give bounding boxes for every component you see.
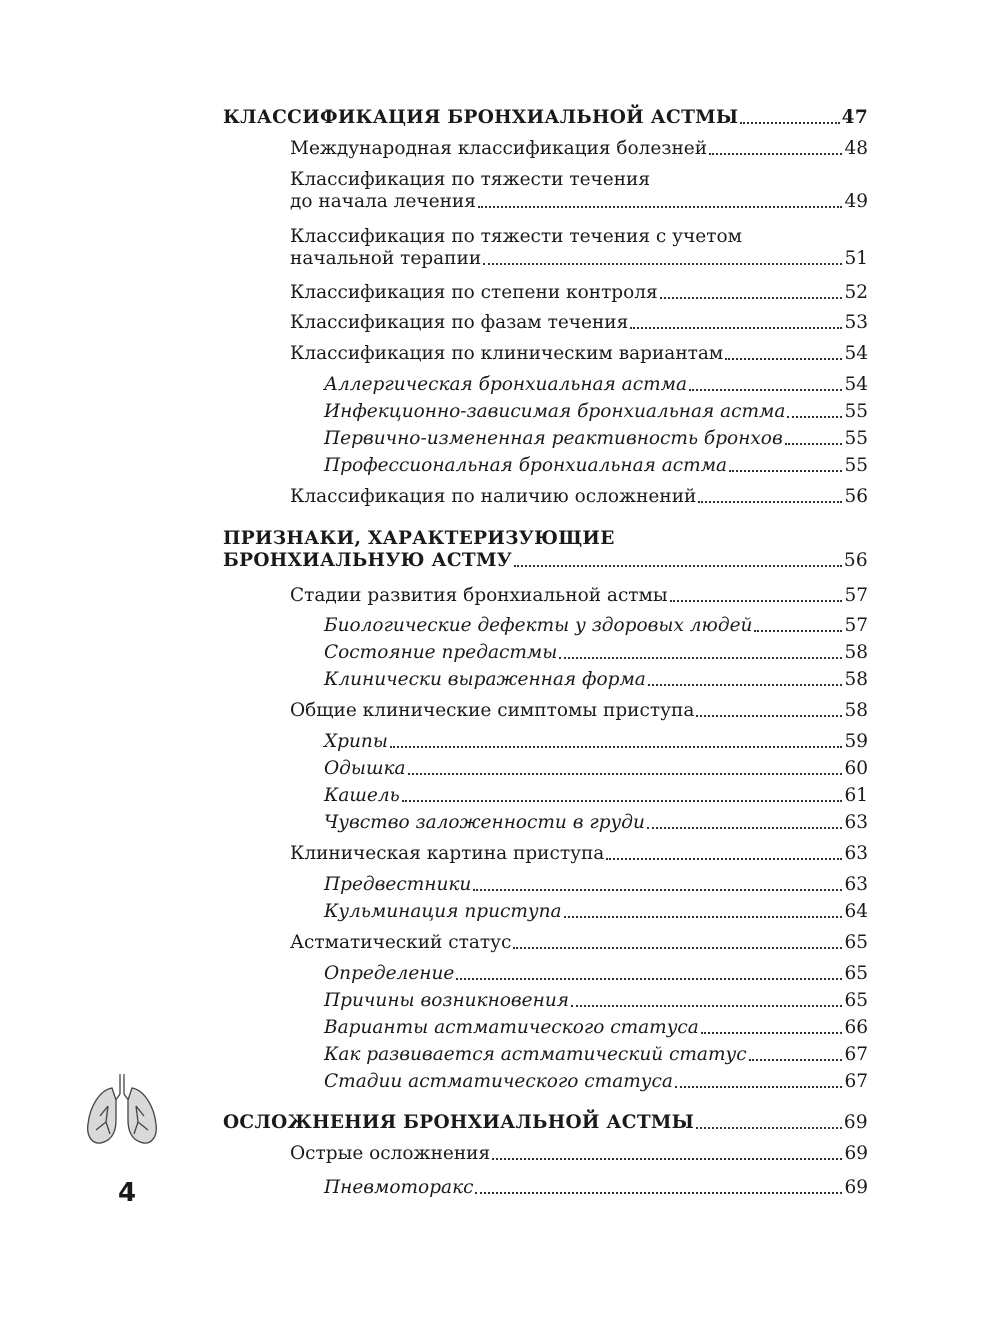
dot-leader bbox=[670, 600, 843, 602]
page-ref: 54 bbox=[844, 343, 868, 364]
toc-entry[interactable]: Общие клинические симптомы приступа 58 bbox=[290, 700, 868, 721]
dot-leader bbox=[725, 358, 842, 360]
toc-entry[interactable]: Классификация по тяжести течения до начала лечения 49 bbox=[290, 169, 868, 212]
dot-leader bbox=[559, 657, 842, 659]
page-ref: 58 bbox=[844, 669, 868, 690]
page-ref: 47 bbox=[841, 107, 868, 128]
page-ref: 49 bbox=[844, 191, 868, 212]
page-ref: 59 bbox=[844, 731, 868, 752]
page-ref: 53 bbox=[844, 312, 868, 333]
toc-subentry[interactable]: Определение 65 bbox=[324, 963, 868, 984]
page-ref: 65 bbox=[844, 932, 868, 953]
toc-subentry[interactable]: Чувство заложенности в груди 63 bbox=[324, 812, 868, 833]
toc-subentry[interactable]: Пневмоторакс 69 bbox=[324, 1177, 868, 1198]
dot-leader bbox=[606, 858, 842, 860]
toc-entry[interactable]: Астматический статус 65 bbox=[290, 932, 868, 953]
toc-subentry[interactable]: Инфекционно-зависимая бронхиальная астма 55 bbox=[324, 401, 868, 422]
page-ref: 63 bbox=[844, 843, 868, 864]
page-ref: 65 bbox=[844, 963, 868, 984]
toc-subentry[interactable]: Стадии астматического статуса 67 bbox=[324, 1071, 868, 1092]
toc-subentry[interactable]: Предвестники 63 bbox=[324, 874, 868, 895]
toc-subentry[interactable]: Варианты астматического статуса 66 bbox=[324, 1017, 868, 1038]
page-ref: 63 bbox=[844, 874, 868, 895]
dot-leader bbox=[754, 630, 842, 632]
lungs-icon bbox=[82, 1072, 162, 1150]
dot-leader bbox=[390, 746, 843, 748]
dot-leader bbox=[696, 1127, 842, 1129]
page-ref: 60 bbox=[844, 758, 868, 779]
page-ref: 58 bbox=[844, 700, 868, 721]
toc-subentry[interactable]: Профессиональная бронхиальная астма 55 bbox=[324, 455, 868, 476]
dot-leader bbox=[571, 1005, 842, 1007]
page-ref: 67 bbox=[844, 1071, 868, 1092]
dot-leader bbox=[709, 153, 842, 155]
page-number: 4 bbox=[118, 1178, 137, 1208]
toc-section-heading[interactable]: КЛАССИФИКАЦИЯ БРОНХИАЛЬНОЙ АСТМЫ 47 bbox=[223, 107, 868, 128]
dot-leader bbox=[402, 800, 843, 802]
page-ref: 55 bbox=[844, 428, 868, 449]
toc-entry[interactable]: Острые осложнения 69 bbox=[290, 1143, 868, 1164]
dot-leader bbox=[696, 715, 842, 717]
toc-entry[interactable]: Классификация по тяжести течения с учетом начальной терапии 51 bbox=[290, 226, 868, 269]
page-ref: 63 bbox=[844, 812, 868, 833]
page-ref: 55 bbox=[844, 401, 868, 422]
page-ref: 69 bbox=[844, 1177, 868, 1198]
toc-entry[interactable]: Стадии развития бронхиальной астмы 57 bbox=[290, 585, 868, 606]
page-ref: 56 bbox=[843, 550, 868, 571]
dot-leader bbox=[473, 889, 842, 891]
page-ref: 54 bbox=[844, 374, 868, 395]
dot-leader bbox=[408, 773, 843, 775]
page-ref: 56 bbox=[844, 486, 868, 507]
dot-leader bbox=[564, 916, 843, 918]
page-ref: 48 bbox=[844, 138, 868, 159]
dot-leader bbox=[647, 827, 843, 829]
page-ref: 64 bbox=[844, 901, 868, 922]
toc-subentry[interactable]: Состояние предастмы 58 bbox=[324, 642, 868, 663]
toc-entry[interactable]: Международная классификация болезней 48 bbox=[290, 138, 868, 159]
toc-subentry[interactable]: Биологические дефекты у здоровых людей 57 bbox=[324, 615, 868, 636]
toc-subentry[interactable]: Первично-измененная реактивность бронхов 55 bbox=[324, 428, 868, 449]
toc-entry[interactable]: Классификация по фазам течения 53 bbox=[290, 312, 868, 333]
dot-leader bbox=[787, 416, 842, 418]
toc-subentry[interactable]: Хрипы 59 bbox=[324, 731, 868, 752]
toc-subentry[interactable]: Кашель 61 bbox=[324, 785, 868, 806]
toc-subentry[interactable]: Аллергическая бронхиальная астма 54 bbox=[324, 374, 868, 395]
dot-leader bbox=[456, 978, 842, 980]
page-ref: 57 bbox=[844, 585, 868, 606]
toc-entry[interactable]: Классификация по степени контроля 52 bbox=[290, 282, 868, 303]
dot-leader bbox=[483, 263, 842, 265]
page-ref: 65 bbox=[844, 990, 868, 1011]
toc-subentry[interactable]: Причины возникновения 65 bbox=[324, 990, 868, 1011]
toc-subentry[interactable]: Как развивается астматический статус 67 bbox=[324, 1044, 868, 1065]
toc-subentry[interactable]: Клинически выраженная форма 58 bbox=[324, 669, 868, 690]
dot-leader bbox=[740, 122, 839, 124]
page-ref: 69 bbox=[844, 1143, 868, 1164]
toc-entry[interactable]: Клиническая картина приступа 63 bbox=[290, 843, 868, 864]
dot-leader bbox=[514, 565, 842, 567]
page-ref: 67 bbox=[844, 1044, 868, 1065]
dot-leader bbox=[785, 443, 843, 445]
page-ref: 66 bbox=[844, 1017, 868, 1038]
dot-leader bbox=[475, 1192, 842, 1194]
page-ref: 61 bbox=[844, 785, 868, 806]
page-ref: 69 bbox=[843, 1112, 868, 1133]
dot-leader bbox=[513, 947, 842, 949]
toc-subentry[interactable]: Одышка 60 bbox=[324, 758, 868, 779]
page-ref: 57 bbox=[844, 615, 868, 636]
dot-leader bbox=[701, 1032, 843, 1034]
page-ref: 51 bbox=[844, 248, 868, 269]
toc-section-heading[interactable]: ОСЛОЖНЕНИЯ БРОНХИАЛЬНОЙ АСТМЫ 69 bbox=[223, 1112, 868, 1133]
toc-section-heading[interactable]: ПРИЗНАКИ, ХАРАКТЕРИЗУЮЩИЕ БРОНХИАЛЬНУЮ АСТМУ 56 bbox=[223, 528, 868, 571]
dot-leader bbox=[492, 1158, 842, 1160]
page-ref: 55 bbox=[844, 455, 868, 476]
toc-entry[interactable]: Классификация по наличию осложнений 56 bbox=[290, 486, 868, 507]
dot-leader bbox=[729, 470, 842, 472]
dot-leader bbox=[630, 327, 842, 329]
toc-entry[interactable]: Классификация по клиническим вариантам 54 bbox=[290, 343, 868, 364]
dot-leader bbox=[675, 1086, 843, 1088]
dot-leader bbox=[689, 389, 842, 391]
page-ref: 58 bbox=[844, 642, 868, 663]
dot-leader bbox=[478, 206, 843, 208]
dot-leader bbox=[749, 1059, 843, 1061]
dot-leader bbox=[660, 297, 843, 299]
page-ref: 52 bbox=[844, 282, 868, 303]
dot-leader bbox=[698, 501, 842, 503]
toc-subentry[interactable]: Кульминация приступа 64 bbox=[324, 901, 868, 922]
dot-leader bbox=[648, 684, 843, 686]
